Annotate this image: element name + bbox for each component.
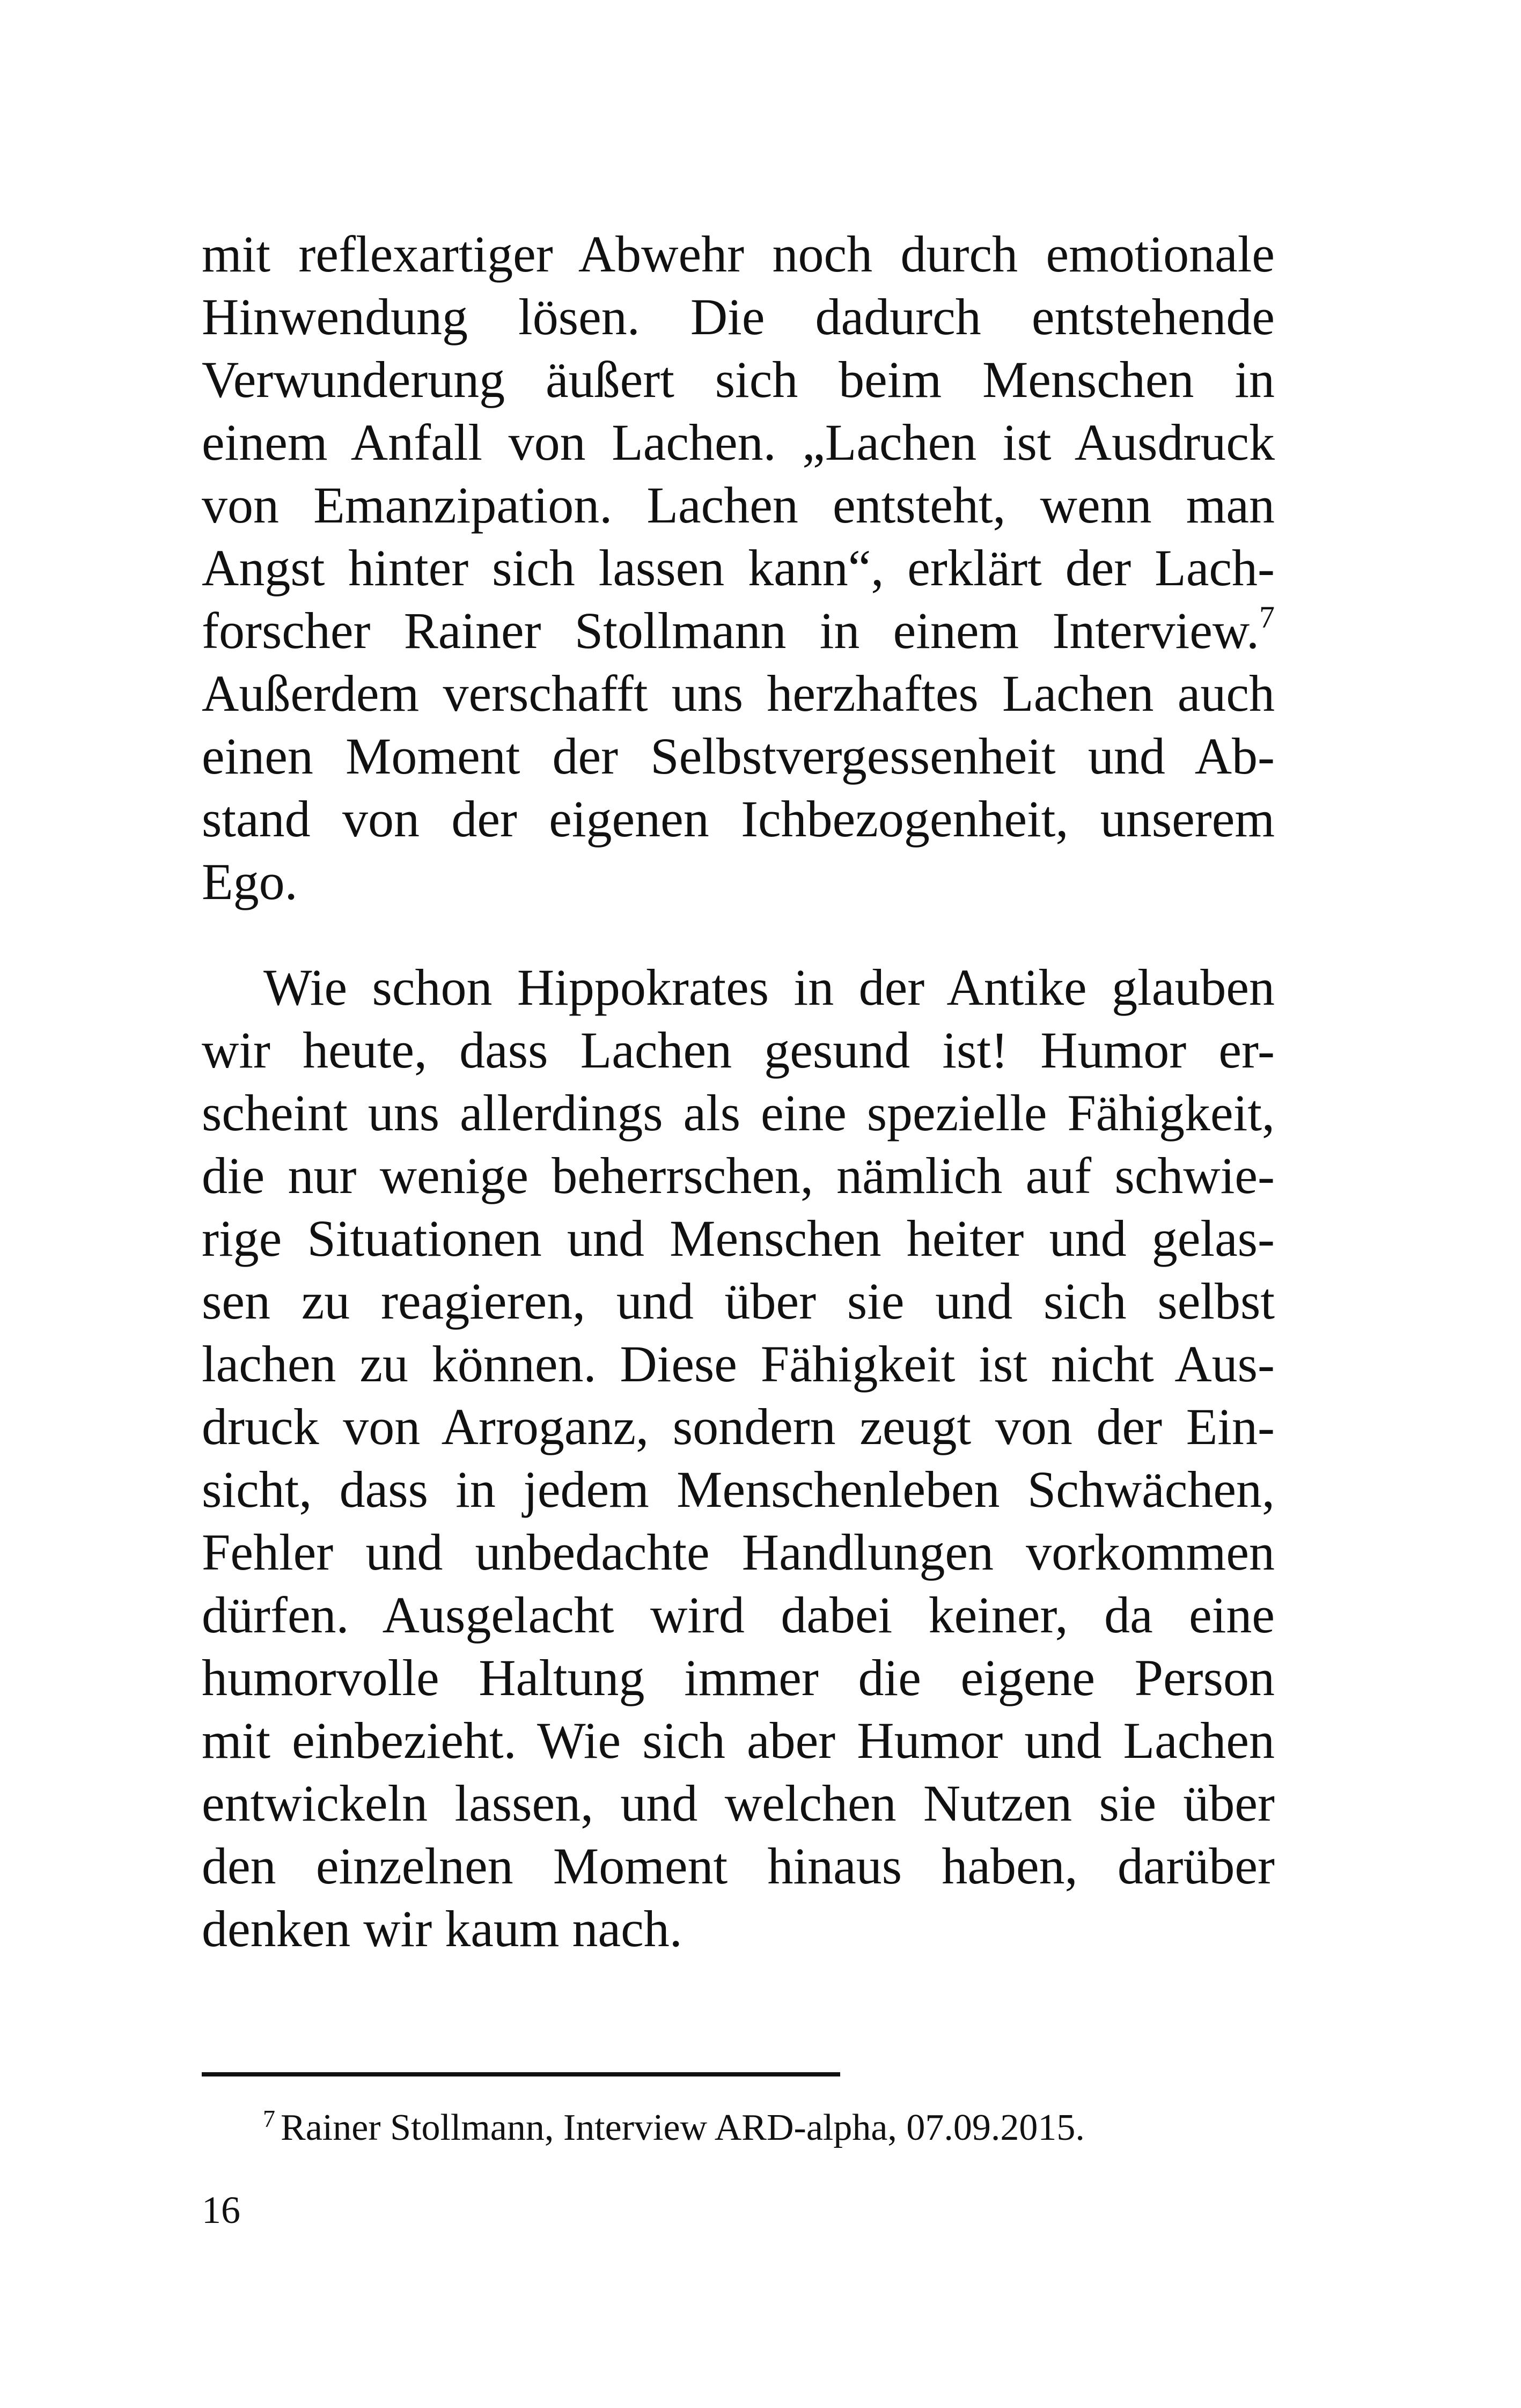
- text-line: Wie schon Hippokrates in der Antike glauben: [263, 959, 1275, 1016]
- paragraph-2: [202, 956, 1275, 1960]
- footnote-number: 7: [263, 2105, 275, 2132]
- text-line: einen Moment der Selbstvergessenheit und Ab-: [202, 727, 1275, 785]
- text-line: lachen zu können. Diese Fähigkeit ist nicht Aus-: [202, 1335, 1275, 1393]
- paragraph-gap: [202, 913, 1275, 956]
- footnote-text: Rainer Stollmann, Interview ARD-alpha, 07.09.2015.: [281, 2107, 1085, 2148]
- text-line-with-footnote: [202, 599, 1275, 662]
- text-line: entwickeln lassen, und welchen Nutzen sie über: [202, 1774, 1275, 1832]
- text-line: mit reflexartiger Abwehr noch durch emotionale: [202, 225, 1275, 283]
- footnote-divider: [202, 2072, 840, 2076]
- text-line: sen zu reagieren, und über sie und sich selbst: [202, 1272, 1275, 1330]
- text-line: Verwunderung äußert sich beim Menschen in: [202, 351, 1275, 408]
- text-line: rige Situationen und Menschen heiter und gelas-: [202, 1210, 1275, 1267]
- text-line: stand von der eigenen Ichbezogenheit, unserem: [202, 790, 1275, 848]
- text-line-content: forscher Rainer Stollmann in einem Interview.: [202, 602, 1259, 659]
- text-line: dürfen. Ausgelacht wird dabei keiner, da eine: [202, 1586, 1275, 1644]
- text-line: Außerdem verschafft uns herzhaftes Lachen auch: [202, 665, 1275, 722]
- text-line: Angst hinter sich lassen kann“, erklärt der Lach-: [202, 539, 1275, 597]
- text-line: Ego.: [202, 853, 298, 910]
- footnote-reference[interactable]: 7: [1259, 600, 1275, 635]
- text-line: humorvolle Haltung immer die eigene Person: [202, 1649, 1275, 1706]
- text-line: denken wir kaum nach.: [202, 1900, 682, 1957]
- text-line: druck von Arroganz, sondern zeugt von der Ein-: [202, 1398, 1275, 1455]
- page-number: 16: [202, 2189, 240, 2232]
- text-line: scheint uns allerdings als eine spezielle Fähigkeit,: [202, 1084, 1275, 1142]
- footnote: [263, 2104, 1085, 2152]
- text-line: Hinwendung lösen. Die dadurch entstehende: [202, 288, 1275, 345]
- text-line: mit einbezieht. Wie sich aber Humor und Lachen: [202, 1712, 1275, 1769]
- text-line: von Emanzipation. Lachen entsteht, wenn man: [202, 476, 1275, 534]
- text-line: einem Anfall von Lachen. „Lachen ist Ausdruck: [202, 414, 1275, 471]
- paragraph-1: [202, 223, 1275, 913]
- text-line: den einzelnen Moment hinaus haben, darüber: [202, 1837, 1275, 1895]
- body-text: [202, 223, 1275, 1960]
- text-line: wir heute, dass Lachen gesund ist! Humor er-: [202, 1021, 1275, 1079]
- text-line: sicht, dass in jedem Menschenleben Schwächen,: [202, 1461, 1275, 1518]
- text-line: Fehler und unbedachte Handlungen vorkommen: [202, 1523, 1275, 1581]
- text-line: die nur wenige beherrschen, nämlich auf schwie-: [202, 1147, 1275, 1204]
